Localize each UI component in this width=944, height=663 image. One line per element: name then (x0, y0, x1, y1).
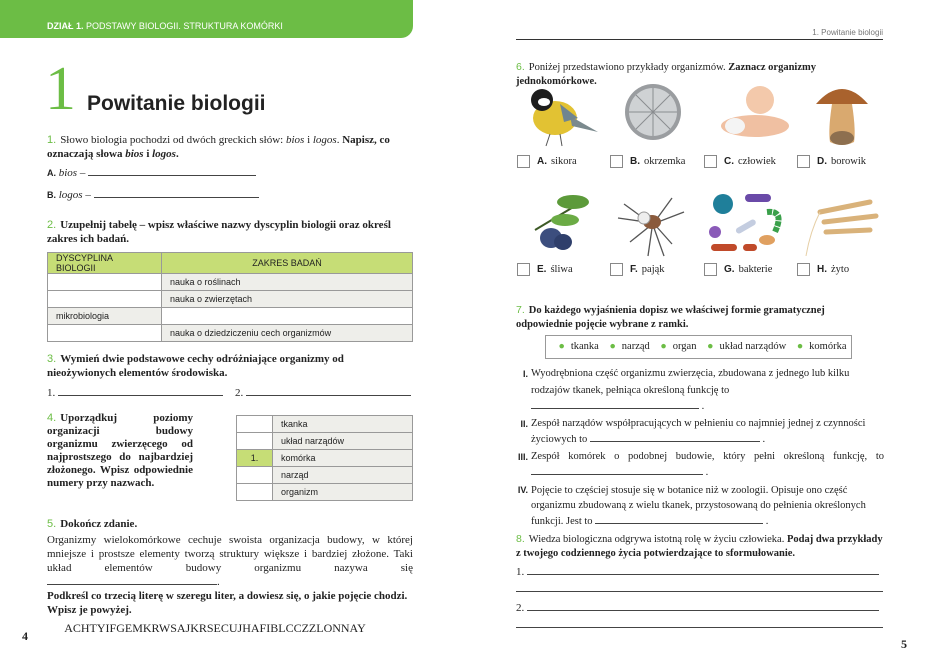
number-cell: 1. (237, 450, 273, 467)
answer-1 (516, 566, 883, 578)
term: komórka (809, 341, 847, 352)
table-row (237, 433, 413, 450)
option-letter: E. (537, 263, 547, 275)
spider-image (616, 192, 688, 258)
table-cell[interactable] (48, 291, 162, 308)
q-text: bios (125, 148, 144, 160)
rye-image (800, 192, 880, 256)
q7-item: III. Zespół komórek o podobnej budowie, który pełni określoną funkcję, to . (516, 449, 884, 482)
option-h[interactable] (797, 263, 849, 276)
answer-term: bios – (58, 167, 86, 179)
q-number: 6. (516, 61, 525, 73)
option-label: okrzemka (644, 155, 686, 167)
great-tit-image (520, 80, 600, 148)
item-text: Pojęcie to częściej stosuje się w botanice niż w zoologii. Opisuje ono część organizmu zbudowaną z wielu tkanek, przystosowaną do pełnienia określonych funkcji. Jest to (531, 484, 866, 527)
table-cell: nauka o roślinach (162, 274, 413, 291)
page-number: 5 (901, 637, 907, 651)
q-text: Napisz, co oznaczają słowa (47, 134, 390, 160)
option-letter: H. (817, 263, 827, 275)
disciplines-table (47, 252, 413, 342)
bullet-icon: ● (707, 341, 714, 352)
q-text: Poniżej przedstawiono przykłady organizmów. (528, 62, 729, 73)
answer-line[interactable] (246, 395, 411, 396)
q-number: 5. (47, 518, 57, 530)
number-cell[interactable] (237, 416, 273, 433)
answer-a (47, 167, 256, 179)
q-number: 3. (47, 353, 57, 365)
q-text: logos (312, 134, 337, 146)
q-text: i (143, 148, 153, 160)
bolete-mushroom-image (812, 80, 872, 148)
question-2 (47, 218, 413, 246)
section-header (0, 0, 413, 38)
q-text: Zaznacz organizmy jednokomórkowe. (516, 62, 816, 87)
option-letter: F. (630, 263, 638, 275)
level-cell: organizm (273, 484, 413, 501)
q-number: 1. (47, 134, 57, 146)
option-g[interactable] (704, 263, 772, 276)
option-letter: D. (817, 155, 827, 167)
item-number: II. (520, 418, 528, 429)
option-label: borowik (831, 155, 866, 167)
item-number: IV. (517, 484, 528, 495)
answer-line[interactable] (94, 197, 259, 198)
table-row (48, 325, 413, 342)
question-7 (516, 303, 883, 332)
answer-2 (235, 387, 411, 399)
q7-item: I. Wyodrębniona część organizmu zwierzęcia, zbudowana z jednego lub kilku rodzajów tkanek, pełniąca określoną funkcję to . (516, 366, 884, 416)
q7-item: IV. Pojęcie to częściej stosuje się w botanice niż w zoologii. Opisuje ono część organizmu zbudowaną z wielu tkanek, przystosowaną do pełnienia określonych funkcji. Jest to . (516, 483, 884, 530)
q-text: Wiedza biologiczna odgrywa istotną rolę w życiu człowieka. (528, 534, 787, 545)
answer-2 (516, 602, 883, 614)
item-text: Wyodrębniona część organizmu zwierzęcia, zbudowana z jednego lub kilku rodzajów tkanek, pełniąca określoną funkcję to (531, 368, 850, 396)
bullet-icon: ● (609, 341, 616, 352)
table-cell: mikrobiologia (48, 308, 162, 325)
q-number: 8. (516, 533, 525, 545)
q-text: bios (285, 134, 305, 146)
table-row (48, 274, 413, 291)
q-number: 7. (516, 304, 525, 316)
question-4 (47, 412, 193, 490)
q-text: Podaj dwa przykłady z twojego codziennego życia potwierdzające to sformułowanie. (516, 534, 883, 559)
item-number: I. (522, 369, 528, 379)
page-number: 4 (22, 629, 28, 643)
chapter-number: 1 (45, 55, 76, 123)
q-text: Do każdego wyjaśnienia dopisz we właściwej formie gramatycznej odpowiednie pojęcie wybrane z ramki. (516, 305, 825, 330)
answer-1 (47, 387, 223, 399)
q-number: 2. (47, 219, 57, 231)
q-text: Dokończ zdanie. (60, 518, 138, 530)
checkbox[interactable] (704, 263, 717, 276)
option-d[interactable] (797, 155, 866, 168)
option-letter: A. (537, 155, 547, 167)
level-cell: tkanka (273, 416, 413, 433)
answer-letter: A. (47, 168, 56, 178)
bullet-icon: ● (558, 341, 565, 352)
q-text: i (304, 134, 313, 146)
section-title: PODSTAWY BIOLOGII. STRUKTURA KOMÓRKI (86, 21, 283, 31)
option-letter: G. (724, 263, 735, 275)
option-e[interactable] (517, 263, 573, 276)
bullet-icon: ● (796, 341, 804, 352)
question-1 (47, 133, 413, 161)
item-text: Zespół narządów współpracujących w pełnieniu co najmniej jednej z czynności życiowych to (531, 417, 866, 445)
bullet-icon: ● (660, 341, 667, 352)
option-label: sikora (551, 155, 577, 167)
option-label: żyto (831, 263, 850, 275)
table-row (237, 450, 413, 467)
answer-line[interactable] (516, 627, 883, 628)
q-text: Uzupełnij tabelę – wpisz właściwe nazwy dyscyplin biologii oraz określ zakres ich badań. (47, 219, 391, 245)
option-label: śliwa (550, 263, 573, 275)
q-text: Wymień dwie podstawowe cechy odróżniające organizmy od nieożywionych elementów środowiska. (47, 353, 344, 379)
checkbox[interactable] (517, 263, 530, 276)
table-cell[interactable] (48, 325, 162, 342)
answer-b (47, 189, 259, 201)
option-f[interactable] (610, 263, 665, 276)
term: tkanka (570, 341, 599, 352)
level-cell: narząd (273, 467, 413, 484)
answer-line[interactable] (590, 441, 760, 442)
q-number: 4. (47, 412, 57, 424)
option-letter: B. (630, 155, 640, 167)
answer-number: 1. (47, 387, 56, 399)
checkbox[interactable] (610, 155, 623, 168)
option-letter: C. (724, 155, 734, 167)
diatom-image (623, 82, 683, 142)
answer-line[interactable] (595, 523, 763, 524)
bacteria-image (705, 190, 790, 256)
q-text: logos (152, 148, 176, 160)
table-row (48, 308, 413, 325)
baby-image (715, 82, 795, 142)
answer-line[interactable] (58, 395, 223, 396)
letter-sequence[interactable]: ACHTYIFGEMKRWSAJKRSECUJHAFIBLCCZZLONNAY (64, 621, 366, 635)
table-row (48, 291, 413, 308)
q-body: Organizmy wielokomórkowe cechuje swoista organizacja budowy, w której mniejsze i prostsze elementy tworzą struktury większe i bardziej złożone. Taki układ elementów budowy organizmu nazywa się (47, 534, 413, 574)
q7-items (516, 366, 884, 529)
checkbox[interactable] (797, 263, 810, 276)
answer-line[interactable] (88, 175, 256, 176)
levels-table (236, 415, 413, 501)
level-cell: układ narządów (273, 433, 413, 450)
q-text: . (336, 134, 343, 146)
option-a[interactable] (517, 155, 577, 168)
answer-line[interactable] (527, 610, 879, 611)
question-3 (47, 352, 413, 380)
term: organ (672, 341, 697, 352)
answer-line[interactable] (531, 408, 699, 409)
answer-letter: B. (47, 190, 56, 200)
question-8 (516, 532, 883, 561)
q-text: Uporządkuj poziomy organizacji budowy organizmu zwierzęcego od najprostszego do najbardziej złożonego. Wpisz odpowiednie numery przy nazwach. (47, 412, 193, 489)
section-label: DZIAŁ 1. (47, 21, 84, 31)
option-label: pająk (641, 263, 665, 275)
answer-line[interactable] (527, 574, 879, 575)
number-cell[interactable] (237, 467, 273, 484)
answer-number: 1. (516, 566, 525, 578)
number-cell[interactable] (237, 433, 273, 450)
option-c[interactable] (704, 155, 776, 168)
table-cell: nauka o dziedziczeniu cech organizmów (162, 325, 413, 342)
table-row (237, 484, 413, 501)
table-header: ZAKRES BADAŃ (162, 253, 413, 274)
level-cell: komórka (273, 450, 413, 467)
option-b[interactable] (610, 155, 685, 168)
terms-box (545, 335, 852, 359)
q7-item: II. Zespół narządów współpracujących w pełnieniu co najmniej jednej z czynności życiowych to . (516, 416, 884, 449)
table-cell: nauka o zwierzętach (162, 291, 413, 308)
checkbox[interactable] (797, 155, 810, 168)
table-row (237, 467, 413, 484)
chapter-title: Powitanie biologii (87, 92, 266, 115)
number-cell[interactable] (237, 484, 273, 501)
running-head: 1. Powitanie biologii (516, 28, 883, 40)
answer-line[interactable] (516, 591, 883, 592)
table-row (237, 416, 413, 433)
answer-number: 2. (516, 602, 525, 614)
table-header: DYSCYPLINA BIOLOGII (48, 253, 162, 274)
answer-term: logos – (58, 189, 91, 201)
option-label: człowiek (738, 155, 776, 167)
checkbox[interactable] (610, 263, 623, 276)
term: narząd (621, 341, 650, 352)
item-text: Zespół komórek o podobnej budowie, który pełni określoną funkcję, to (531, 450, 884, 462)
answer-number: 2. (235, 387, 244, 399)
table-cell[interactable] (162, 308, 413, 325)
q-text: Słowo biologia pochodzi od dwóch greckich słów: (60, 134, 286, 146)
checkbox[interactable] (517, 155, 530, 168)
question-5: 5. Dokończ zdanie. Organizmy wielokomórkowe cechuje swoista organizacja budowy, w której mniejsze i prostsze elementy tworzą struktury większe i bardziej złożone. Taki układ elementów budowy organizmu nazywa się . Podkreśl co trzecią literę w szeregu liter, a dowiesz się, o jakie pojęcie chodzi. Wpisz je powyżej. ACHTYIFGEMKRWSAJKRSECUJHAFIBLCCZZLONNAY (47, 518, 413, 635)
q-text: . (175, 148, 179, 160)
term: układ narządów (719, 341, 787, 352)
answer-line[interactable] (531, 474, 703, 475)
answer-line[interactable] (47, 584, 217, 585)
table-cell[interactable] (48, 274, 162, 291)
q-instruction: Podkreśl co trzecią literę w szeregu liter, a dowiesz się, o jakie pojęcie chodzi. Wpisz je powyżej. (47, 590, 408, 616)
item-number: III. (517, 451, 528, 462)
checkbox[interactable] (704, 155, 717, 168)
option-label: bakterie (738, 263, 773, 275)
plum-image (525, 190, 600, 258)
